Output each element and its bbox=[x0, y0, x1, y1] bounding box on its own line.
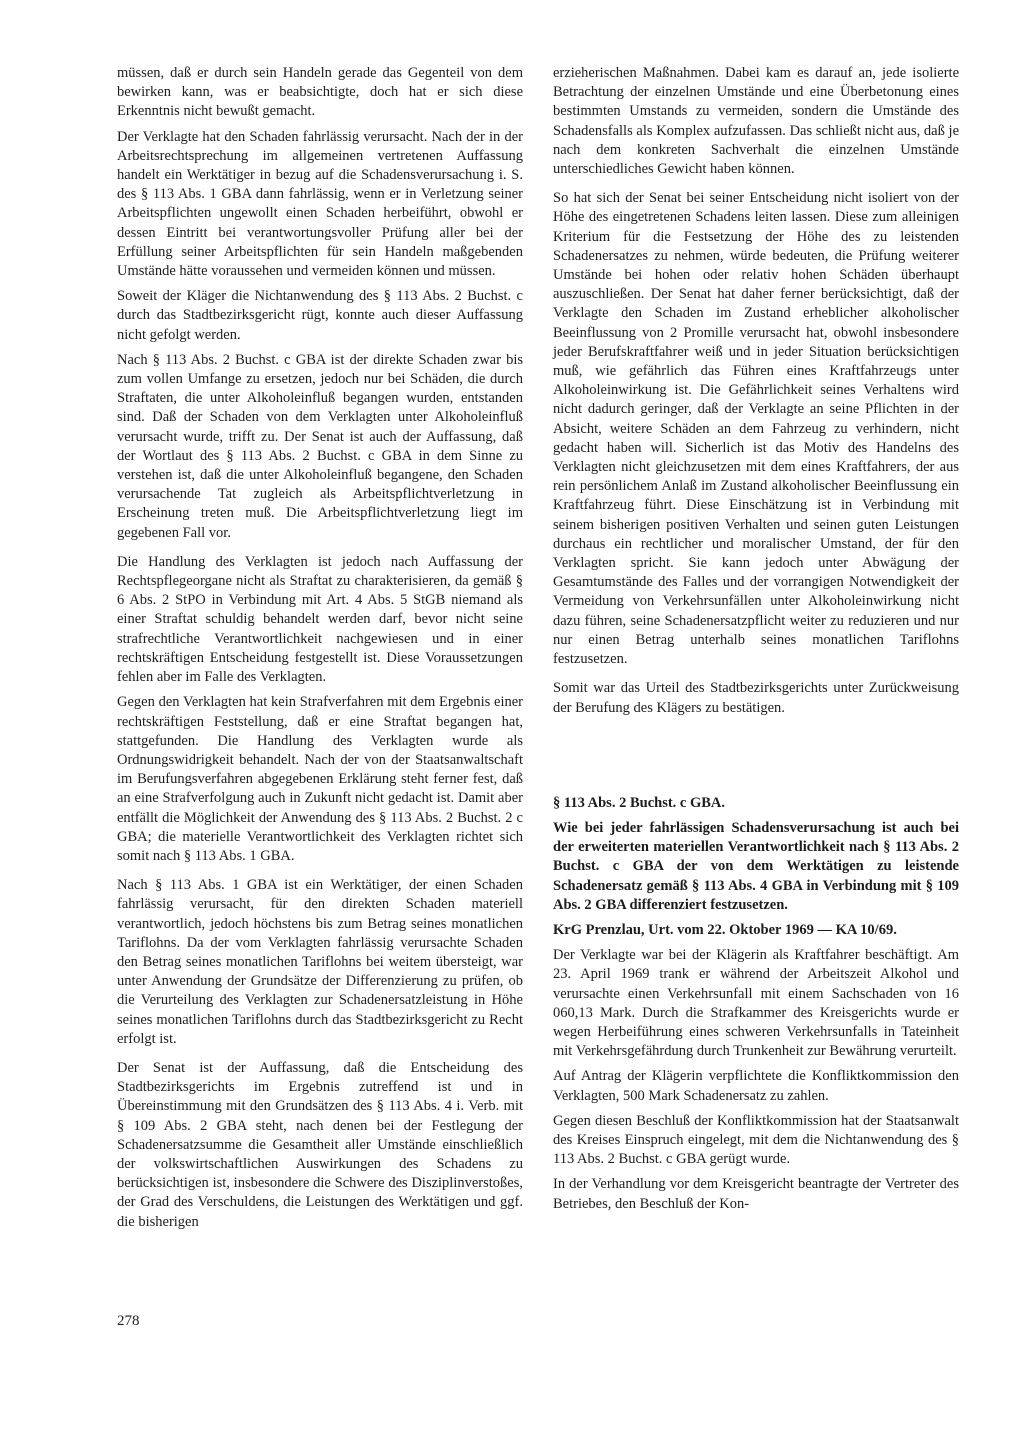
paragraph: erzieherischen Maßnahmen. Dabei kam es darauf an, jede isolierte Betrachtung der einzelnen Umstände und eine Überbetonung eines bestimmten Umstands zu vermeiden, sondern die Umstände des Schadensfalls als Komplex aufzufassen. Das schließt nicht aus, daß je nach dem konkreten Sachverhalt die einzelnen Umstände unterschiedliches Gewicht haben können. bbox=[553, 65, 959, 178]
right-column bbox=[553, 64, 959, 1220]
decision-section bbox=[553, 794, 959, 1214]
paragraph: Der Senat ist der Auffassung, daß die Entscheidung des Stadtbezirksgerichts im Ergebnis zutreffend ist und in Übereinstimmung mit den Grundsätzen des § 113 Abs. 4 i. Verb. mit § 109 Abs. 2 GBA steht, nach denen bei der Festlegung der Schadenersatzsumme die Gesamtheit aller Umstände einschließlich der volkswirtschaftlichen Auswirkungen des Schadens zu berücksichtigen ist, insbesondere die Schwere des Disziplinverstoßes, der Grad des Verschuldens, die Leistungen des Werktätigen und ggf. die bisherigen bbox=[117, 1059, 523, 1230]
paragraph: müssen, daß er durch sein Handeln gerade das Gegenteil von dem bewirken kann, was er beabsichtigte, doch hat er sich diese Erkenntnis nicht bewußt gemacht. bbox=[117, 65, 523, 120]
paragraph: Gegen den Verklagten hat kein Strafverfahren mit dem Ergebnis einer rechtskräftigen Feststellung, daß er eine Straftat begangen hat, stattgefunden. Die Handlung des Verklagten wurde als Ordnungswidrigkeit behandelt. Nach der von der Staatsanwaltschaft im Berufungsverfahren abgegebenen Erklärung steht ferner fest, daß an eine Strafverfolgung auch in Zukunft nicht gedacht ist. Damit aber entfällt die Möglichkeit der Anwendung des § 113 Abs. 2 Buchst. 2 c GBA; die materielle Verantwortlichkeit des Verklagten richtet sich somit nach § 113 Abs. 1 GBA. bbox=[117, 694, 523, 864]
paragraph: Somit war das Urteil des Stadtbezirksgerichts unter Zurückweisung der Berufung des Klägers zu bestätigen. bbox=[553, 680, 959, 716]
paragraph: Nach § 113 Abs. 2 Buchst. c GBA ist der direkte Schaden zwar bis zum vollen Umfange zu ersetzen, jedoch nur bei Schäden, die durch Straftaten, die unter Alkoholeinfluß begangen wurden, entstanden sind. Daß der Schaden von dem Verklagten unter Alkoholeinfluß verursacht wurde, trifft zu. Der Senat ist auch der Auffassung, daß der Wortlaut des § 113 Abs. 2 Buchst. c GBA in dem Sinne zu verstehen ist, daß die unter Alkoholeinfluß begangene, den Schaden verursachende Tat zugleich als Arbeitspflichtverletzung in Erscheinung treten muß. Die Arbeitspflichtverletzung liegt im gegebenen Fall vor. bbox=[117, 351, 523, 541]
paragraph: In der Verhandlung vor dem Kreisgericht beantragte der Vertreter des Betriebes, den Beschluß der Kon- bbox=[553, 1176, 959, 1212]
paragraph: Die Handlung des Verklagten ist jedoch nach Auffassung der Rechtspflegeorgane nicht als Straftat zu charakterisieren, da gemäß § 6 Abs. 2 StPO in Verbindung mit Art. 4 Abs. 5 StGB niemand als einer Straftat schuldig behandelt werden darf, bevor nicht seine strafrechtliche Verantwortlichkeit nachgewiesen und in einer rechtskräftigen Entscheidung festgestellt ist. Diese Voraussetzungen fehlen aber im Falle des Verklagten. bbox=[117, 553, 523, 686]
headnote-summary: Wie bei jeder fahrlässigen Schadensverursachung ist auch bei der erweiterten materiellen Verantwortlichkeit nach § 113 Abs. 2 Buchst. c GBA der von dem Werktätigen zu leistende Schadenersatz gemäß § 113 Abs. 4 GBA in Verbindung mit § 109 Abs. 2 GBA differenziert festzusetzen. bbox=[553, 819, 959, 913]
section-heading: § 113 Abs. 2 Buchst. c GBA. bbox=[553, 794, 726, 811]
paragraph: Der Verklagte war bei der Klägerin als Kraftfahrer beschäftigt. Am 23. April 1969 trank er während der Arbeitszeit Alkohol und verursachte einen Verkehrsunfall mit einem Sachschaden von 16 060,13 Mark. Durch die Strafkammer des Kreisgerichts wurde er wegen Herbeiführung eines schweren Verkehrsunfalls in Tateinheit mit Verkehrsgefährdung durch Trunkenheit zur Bewährung verurteilt. bbox=[553, 947, 959, 1060]
court-citation: KrG Prenzlau, Urt. vom 22. Oktober 1969 — KA 10/69. bbox=[553, 921, 897, 938]
paragraph: So hat sich der Senat bei seiner Entscheidung nicht isoliert von der Höhe des eingetretenen Schadens leiten lassen. Diese zum alleinigen Kriterium für die Festsetzung der Höhe des zu leistenden Schadenersatzes zu nehmen, würde bedeuten, die Prüfung weiterer Umstände bei hohen oder relativ hohen Schäden überhaupt auszuschließen. Der Senat hat daher ferner berücksichtigt, daß der Verklagte den Schaden im Zustand erheblicher alkoholischer Beeinflussung von 2 Promille verursacht hat, obwohl insbesondere jeder Berufskraftfahrer weiß und in jeder Situation berücksichtigen muß, wie gefährlich das Führen eines Kraftfahrzeugs unter Alkoholeinwirkung ist. Die Gefährlichkeit seines Verhaltens wird nicht dadurch geringer, daß der Verklagte an seine Pflichten in der Absicht, weitere Schäden an dem Fahrzeug zu verhindern, nicht gedacht haben will. Sicherlich ist das Motiv des Handelns des Verklagten nicht gleichzusetzen mit dem eines Kraftfahrers, der aus rein persönlichem Anlaß im Zustand alkoholischer Beeinflussung ein Kraftfahrzeug führt. Diese Einschätzung ist in Verbindung mit seinem bisherigen positiven Verhalten und seinen guten Leistungen durchaus ein rechtlicher und moralischer Umstand, der für den Verklagten spricht. Sie kann jedoch unter Abwägung der Gesamtumstände des Falles und der vorrangigen Notwendigkeit der Vermeidung von Verkehrsunfällen unter Alkoholeinwirkung nicht dazu führen, seine Schadenersatzpflicht weiter zu reduzieren und nur nur einen Betrag unterhalb seines monatlichen Tariflohns festzusetzen. bbox=[553, 190, 959, 668]
paragraph: Der Verklagte hat den Schaden fahrlässig verursacht. Nach der in der Arbeitsrechtsprechung im allgemeinen vertretenen Auffassung handelt ein Werktätiger in bezug auf die Schadensverursachung i. S. des § 113 Abs. 1 GBA dann fahrlässig, wenn er in Verletzung seiner Arbeitspflichten ungewollt einen Schaden herbeiführt, obwohl er dessen Eintritt bei verantwortungsvoller Prüfung aller bei der Erfüllung seiner Arbeitspflichten für sein Handeln maßgebenden Umstände hätte voraussehen und vermeiden können und müssen. bbox=[117, 128, 523, 280]
paragraph: Soweit der Kläger die Nichtanwendung des § 113 Abs. 2 Buchst. c durch das Stadtbezirksgericht rügt, konnte auch dieser Auffassung nicht gefolgt werden. bbox=[117, 288, 523, 343]
paragraph: Gegen diesen Beschluß der Konfliktkommission hat der Staatsanwalt des Kreises Einspruch eingelegt, mit dem die Nichtanwendung des § 113 Abs. 2 Buchst. c GBA gerügt wurde. bbox=[553, 1112, 959, 1168]
paragraph: Auf Antrag der Klägerin verpflichtete die Konfliktkommission den Verklagten, 500 Mark Schadenersatz zu zahlen. bbox=[553, 1068, 959, 1104]
left-column bbox=[117, 64, 523, 1238]
page-number: 278 bbox=[117, 1313, 140, 1329]
paragraph: Nach § 113 Abs. 1 GBA ist ein Werktätiger, der einen Schaden fahrlässig verursacht, für den direkten Schaden materiell verantwortlich, jedoch höchstens bis zum Betrag seines monatlichen Tariflohns. Da der vom Verklagten fahrlässig verursachte Schaden den Betrag seines monatlichen Tariflohns bei weitem übersteigt, war unter Anwendung der Grundsätze der Differenzierung zu prüfen, ob die Verurteilung des Verklagten zur Schadenersatzleistung in Höhe seines monatlichen Tariflohns durch das Stadtbezirksgericht zu Recht erfolgt ist. bbox=[117, 877, 523, 1047]
